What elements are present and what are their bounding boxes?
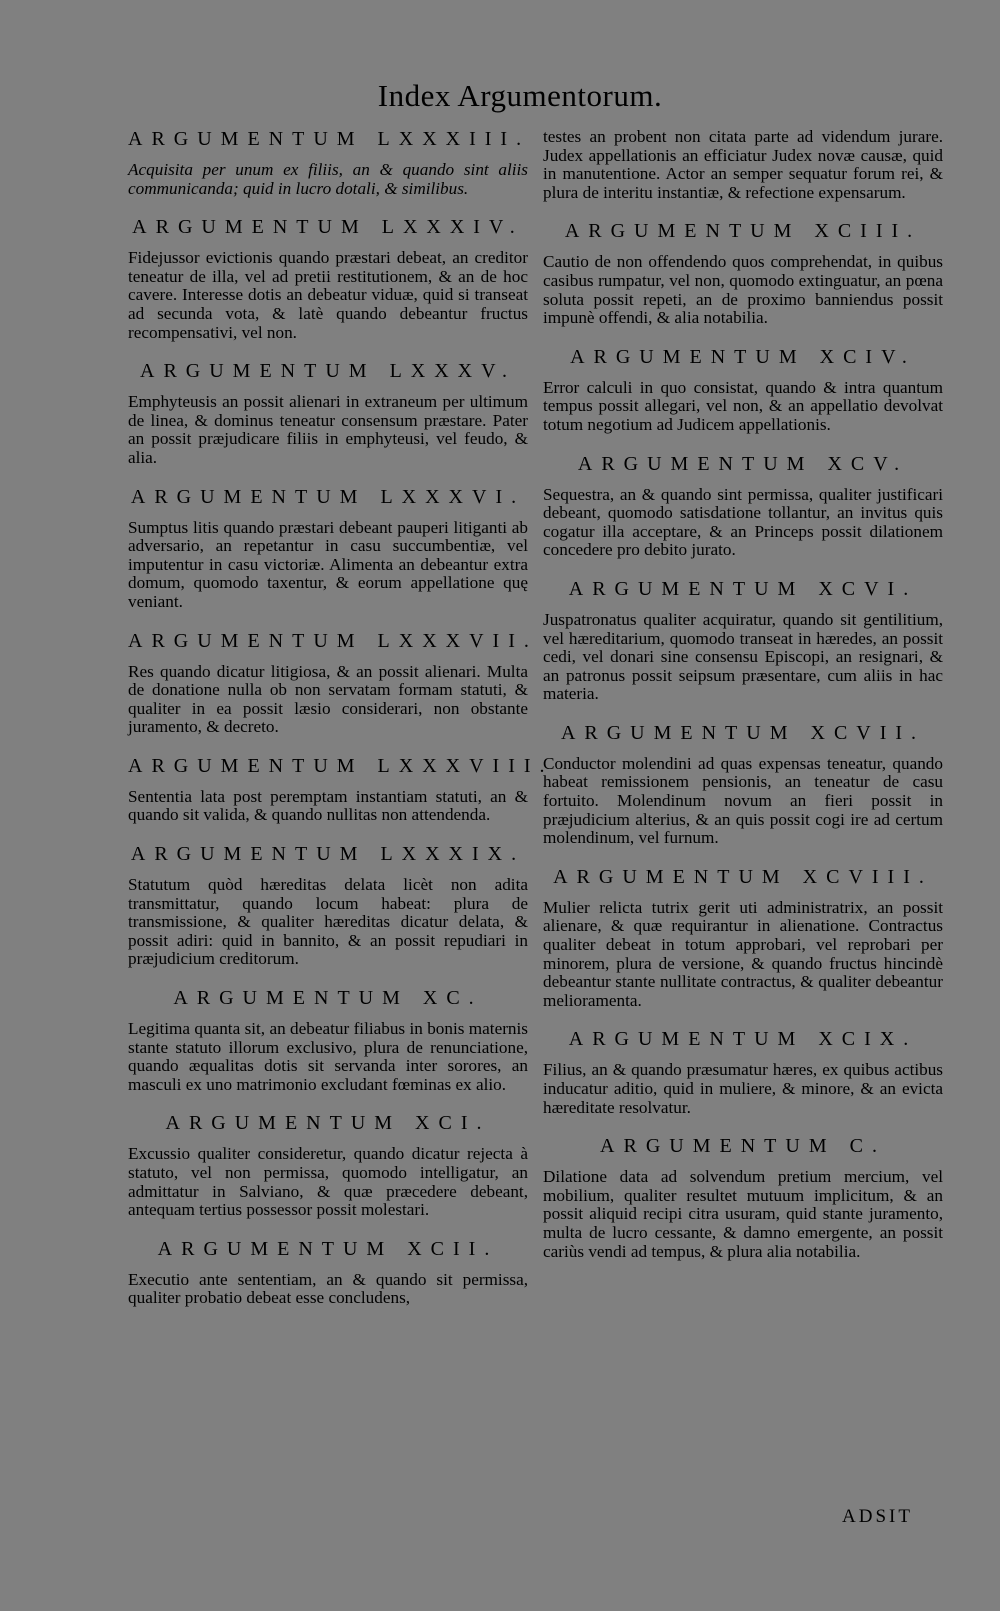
argument-text: Sequestra, an & quando sint permissa, qualiter justificari debeant, quomodo satisdatione tollantur, an invitus quis cogatur illa acceptare, & an Princeps possit dilationem concedere pro debito jurato. bbox=[543, 484, 943, 560]
argument-entry bbox=[128, 360, 528, 467]
argument-heading: ARGUMENTUM C. bbox=[600, 1135, 886, 1158]
argument-heading: ARGUMENTUM LXXXVII. bbox=[128, 629, 538, 652]
argument-heading: ARGUMENTUM LXXXIII. bbox=[128, 128, 531, 150]
argument-entry bbox=[128, 843, 528, 969]
argument-text: Executio ante sententiam, an & quando sit permissa, qualiter probatio debeat esse concludens, bbox=[128, 1269, 528, 1308]
argument-entry bbox=[543, 866, 943, 1011]
argument-text: Excussio qualiter consideretur, quando dicatur rejecta à statuto, vel non permissa, quomodo intelligatur, an admittatur in Salviano, & quæ præcedere debeant, antequam tertius possessor possit molestari. bbox=[128, 1144, 528, 1220]
argument-heading: ARGUMENTUM XCVII. bbox=[560, 721, 926, 744]
argument-entry bbox=[543, 578, 943, 704]
right-column bbox=[543, 128, 943, 1279]
argument-heading: ARGUMENTUM XCIX. bbox=[568, 1028, 918, 1051]
argument-entry bbox=[128, 987, 528, 1094]
argument-entry bbox=[543, 128, 943, 202]
argument-entry bbox=[543, 346, 943, 435]
argument-text: Sumptus litis quando præstari debeant pauperi litiganti ab adversario, an repetantur in casu succumbentiæ, vel imputentur in casu victoriæ. Alimenta an debeantur extra domum, quomodo taxentur, & eorum appellatione quę veniant. bbox=[128, 517, 528, 611]
argument-text: Emphyteusis an possit alienari in extraneum per ultimum de linea, & dominus teneatur consensum præstare. Pater an possit præjudicare filiis in emphyteusi, vel feudo, & alia. bbox=[128, 392, 528, 467]
argument-entry bbox=[128, 486, 528, 612]
argument-heading: ARGUMENTUM XCI. bbox=[165, 1112, 491, 1135]
argument-heading: ARGUMENTUM XCIV. bbox=[570, 345, 916, 368]
argument-entry bbox=[128, 1238, 528, 1308]
argument-text: Conductor molendini ad quas expensas teneatur, quando habeat remissionem pensionis, an teneatur de casu fortuito. Molendinum novum an fieri possit in præjudicium alterius, & an quis possit cogi ire ad certum molendinum, vel furnum. bbox=[543, 753, 943, 848]
argument-heading: ARGUMENTUM LXXXV. bbox=[140, 360, 516, 383]
page-title: Index Argumentorum. bbox=[377, 78, 663, 113]
argument-heading: ARGUMENTUM XCII. bbox=[157, 1237, 499, 1260]
argument-heading: ARGUMENTUM LXXXVIII. bbox=[128, 754, 554, 777]
argument-heading: ARGUMENTUM XCVIII. bbox=[553, 865, 933, 888]
argument-entry bbox=[128, 1112, 528, 1219]
argument-entry bbox=[128, 216, 528, 342]
argument-heading: ARGUMENTUM LXXXVI. bbox=[130, 485, 526, 508]
argument-heading: ARGUMENTUM LXXXIX. bbox=[130, 843, 526, 866]
argument-text: Statutum quòd hæreditas delata licèt non adita transmittatur, quando locum habeat: plura de transmissione, & qualiter hæreditas dicatur delata, & possit adiri: quid in bannito, & an possit repudiari in præjudicium creditorum. bbox=[128, 875, 528, 969]
argument-entry bbox=[128, 629, 538, 737]
argument-heading: ARGUMENTUM XCV. bbox=[577, 452, 909, 475]
argument-heading: ARGUMENTUM XC. bbox=[173, 987, 483, 1010]
argument-entry bbox=[543, 453, 943, 560]
argument-text: Error calculi in quo consistat, quando & intra quantum tempus possit allegari, vel non, & an appellatio devolvat totum negotium ad Judicem appellationis. bbox=[543, 377, 943, 434]
argument-entry bbox=[543, 722, 943, 848]
argument-text: Cautio de non offendendo quos comprehendat, in quibus casibus rumpatur, vel non, quomodo extinguatur, an pœna soluta possit repeti, an de proximo banniendus possit impunè offendi, & alia notabilia. bbox=[543, 252, 943, 328]
argument-entry bbox=[543, 1135, 943, 1261]
argument-text: Dilatione data ad solvendum pretium mercium, vel mobilium, qualiter resultet mutuum implicitum, & an possit aliquid recipi citra usuram, quid stante juramento, multa de lucro cessante, & damno emergente, an possit cariùs vendi ad tempus, & plura alia notabilia. bbox=[543, 1167, 943, 1261]
argument-heading: ARGUMENTUM XCVI. bbox=[568, 577, 918, 600]
argument-text: Sententia lata post peremptam instantiam statuti, an & quando sit valida, & quando nullitas non attendenda. bbox=[128, 786, 528, 825]
argument-heading: ARGUMENTUM LXXXIV. bbox=[132, 216, 524, 239]
catchword: ADSIT bbox=[842, 1506, 913, 1527]
argument-entry bbox=[128, 128, 531, 198]
argument-entry bbox=[543, 220, 943, 327]
argument-text: Res quando dicatur litigiosa, & an possit alienari. Multa de donatione nulla ob non servatam formam statuti, & qualiter in ea possit læsio considerari, non obstante juramento, & decreto. bbox=[128, 661, 528, 737]
argument-text: Filius, an & quando præsumatur hæres, ex quibus actibus inducatur aditio, quid in muliere, & minore, & an evicta hæreditate resolvatur. bbox=[543, 1060, 943, 1117]
argument-entry bbox=[128, 754, 554, 825]
argument-text: Juspatronatus qualiter acquiratur, quando sit gentilitium, vel hæreditarium, quomodo transeat in hæredes, an possit cedi, vel donari sine consensu Episcopi, an resignari, & an patronus possit seipsum præsentare, cum aliis in hac materia. bbox=[543, 609, 943, 704]
argument-heading: ARGUMENTUM XCIII. bbox=[564, 220, 922, 243]
argument-entry bbox=[543, 1028, 943, 1117]
argument-text: Legitima quanta sit, an debeatur filiabus in bonis maternis stante statuto illorum exclusivo, plura de renunciatione, quando æqualitas dotis sit servanda inter sorores, an masculi ex uno matrimonio excludant fœminas ex alio. bbox=[128, 1019, 528, 1094]
left-column bbox=[128, 128, 554, 1326]
argument-text: Acquisita per unum ex filiis, an & quando sint aliis communicanda; quid in lucro dotali, & similibus. bbox=[128, 160, 528, 198]
argument-text: Fidejussor evictionis quando præstari debeat, an creditor teneatur de illa, vel ad pretii restitutionem, & an de hoc cavere. Interesse dotis an debeatur viduæ, quid si transeat ad secunda vota, & latè quando debeantur fructus recompensativi, vel non. bbox=[128, 248, 528, 342]
argument-text: Mulier relicta tutrix gerit uti administratrix, an possit alienare, & quæ requirantur in alienatione. Contractus qualiter debeat in totum approbari, vel reprobari per minorem, plura de versione, & quando fructus hincindè debeantur stante nullitate contractus, & qualiter debeantur melioramenta. bbox=[543, 897, 943, 1010]
argument-text-continued: testes an probent non citata parte ad videndum jurare. Judex appellationis an efficiatur Judex novæ causæ, quid in manutentione. Actor an semper sequatur forum rei, & plura de interitu instantiæ, & refectione expensarum. bbox=[543, 127, 943, 202]
